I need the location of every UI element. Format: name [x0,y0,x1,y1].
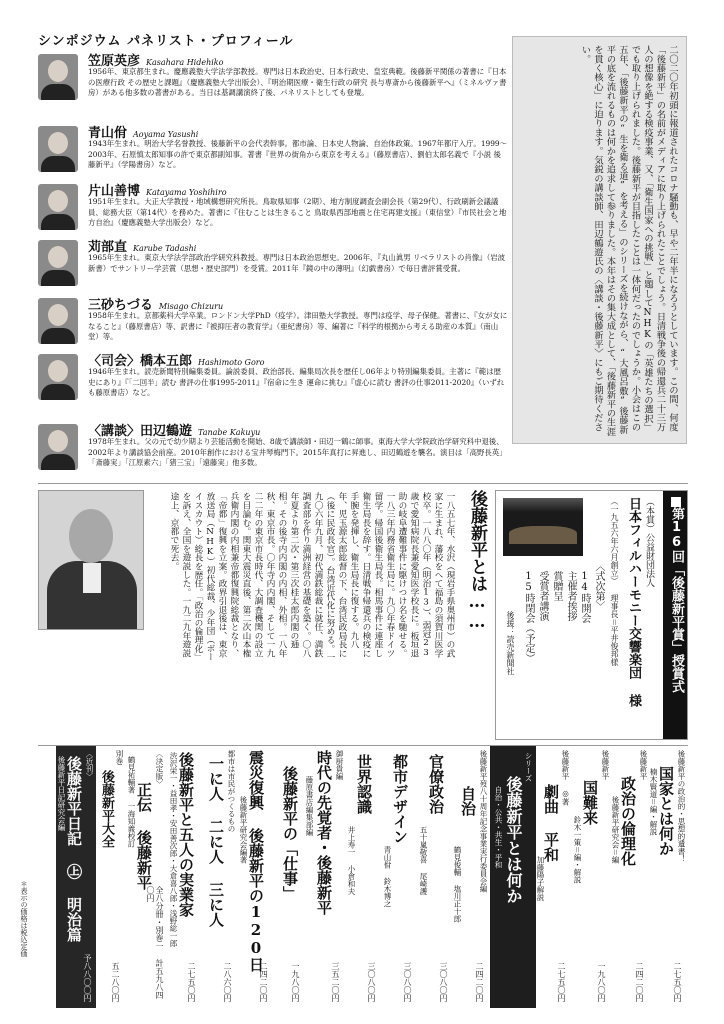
goto-heading: 後藤新平とは…… [467,490,487,632]
program-time-open: 14時開会 [579,571,590,623]
goto-bio: 一八五七年、水沢（現岩手県奥州市）の武家に生まれ、藩校をへて福島の須賀川医学校卒。一八八〇年（明治13）、弱冠23歳で愛知病院長兼愛知医学校長に。板垣退助の岐阜遭難事件に駆けつけ名を馳せる。一八三年内務省衛生局に。九〇年春ドイツ留学。帰国後衛生局長。相馬事件に連座し衛生局長を辞す。日清戦争帰還兵の検疫に手腕を発揮し、衛生局長に復する。九八年、児玉源太郎総督の下、台湾民政局長に（後に民政長官）。台湾近代化に努める。一九〇六年九月、初代満鉄総裁に就任、満鉄調査部を作り満洲経営の基礎を築く。〇八年夏より第二次・第三次桂太郎内閣の逓相。その後寺内内閣の内相、外相。一八年秋、東京市長。〇年寺内内閣、そして一九二二年の東京市長時代、大調査機関の設立を目論む。関東大震災直後、第二次山本権兵衛内閣の内相兼帝都復興院総裁となり、「帝都」復興を立案。政界引退後は、東京放送局（NHK）初代総裁、少年団（ボーイスカウト）総長を歴任。「政治の倫理化」を訴え、全国を遊説した。一九二九年遊説途上、京都で死去。 [169,492,455,662]
panelist-bio: 1965年生まれ。東京大学法学部政治学研究科教授。専門は日本政治思想史。2006年、『丸山眞男 リベラリストの肖像』（岩波新書）でサントリー学芸賞（思想・歴史部門）を受賞。2011年『鏡の中の薄明』（幻戯書房）で毎日書評賞受賞。 [88,253,506,273]
book-item: 〈決定版〉 正伝 後藤新平 鶴見祐輔著 一海知義校訂 全八分冊・別巻一 計五九八四〇円 [127,750,164,999]
essay-text: 二〇二〇年初頭に報道されたコロナ騒動も、早や二年半になろうとしています。この間、何度「後藤新平」の名前がメディアに取り上げられたことでしょう。日清戦争後の帰還兵二十三万人の想像を絶する検疫事業、又、「衛生国家への挑戦」と題してNHKの「英雄たちの選択」でも取り上げられました。後藤新平が目指したことは一体何だったのでしょうか。小会はこの五年、「後藤新平の“生を衛る道”を考える」のシリーズを続けながら、“大風呂敷”後藤新平の底を流れるものは何かを追求して参りました。本年はその集大成として、「後藤新平の生涯を貫く核心」に迫ります。気鋭の講談師、田辺鶴遊氏の〈講談・後藤新平〉にもご期待ください。 [579,45,678,436]
book-item: 後藤新平 政治の倫理化 後藤新平研究会＝編 二四二〇円 [611,750,648,1002]
series-band: シリーズ 後藤新平とは何か 自治・公共・共生・平和 [490,746,536,1008]
panelist-name: 片山善博 [88,184,141,199]
book-item: 都市は市民がつくるもの 一に人 二に人 三に人 二八六〇円 [207,750,236,1002]
book-item: 官僚政治 五十嵐敬喜 尾崎護 三〇八〇円 [419,754,448,1002]
award-support: 後援：読売新聞社 [506,611,515,675]
panelist-photo [38,354,78,400]
divider [38,483,688,484]
panelist-name: 三砂ちづる [88,298,153,313]
book-item: 後藤新平と五人の実業家 渋沢栄一・益田孝・安田善次郎・大倉喜八郎・浅野総一郎 二七五〇円 [169,752,196,1002]
panelist-name: 苅部直 [88,240,128,255]
book-item: 後藤新平歿八十周年記念事業実行委員会編 自治 鶴見俊輔 塩川正十郎 二四二〇円 [453,750,488,1002]
panelist-name: 〈司会〉橋本五郎 [88,354,193,369]
book-item: 後藤新平の政治的・思想的遺書！ 国家とは何か 楠木賢道＝編・解説 二七五〇円 [649,750,686,1002]
panelist-name: 笠原英彦 [88,54,141,69]
book-item: 御厨貴編 時代の先覚者・後藤新平 藤原書店編集部編 三五二〇円 [305,750,344,1002]
panelist-roman: Tanabe Kakuyu [198,428,261,437]
program-item: 受賞者講演 [537,571,548,621]
book-list [38,745,688,1007]
square-icon [671,497,681,507]
panelist-roman: Katayama Yoshihiro [146,188,227,197]
panelist [38,122,508,177]
book-item: 震災復興 後藤新平の120日 後藤新平研究会編著 二四二〇円 [239,750,268,1002]
panelist-bio: 1951年生まれ。大正大学教授・地域構想研究所長。鳥取県知事（2期）、地方制度調査会副会長（第29代）、行政刷新会議議員、総務大臣（第14代）を務めた。著書に『住むことは生きること 鳥取県西部地震と住宅再建支援』（東信堂）『市民社会と地方自治』（慶應義塾大学出版会）など。 [88,197,507,227]
essay-box [512,36,687,444]
panelist-bio: 1943年生まれ。明治大学名誉教授、後藤新平の会代表幹事。都市論、日本史人物論、自治体政策。1967年都庁入庁。1999～2003年、石原慎太郎知事の許で東京都副知事。著書『世界の街角から東京を考える』（藤原書店）、劉伯太郎名義で『小説 後藤新平』（学陽書房）など。 [88,139,508,169]
book-item: 後藤新平の「仕事」 一九八〇円 [281,766,300,1002]
program-item: 賞贈呈 [551,571,562,601]
award-org-label: （本賞）公益財団法人 [644,497,654,587]
book-item: 後藤新平 国難来 鈴木一策＝編・解説 一九八〇円 [573,750,610,1002]
panelist-roman: Misago Chizuru [158,302,224,311]
panelist-photo [38,424,78,470]
award-org-name: 日本フィルハーモニー交響楽団 様 [626,497,641,707]
book-item: 後藤新平 ◎著 劇曲 平和 加藤陽子解説 二七五〇円 [536,750,570,1002]
book-item: 都市デザイン 青山佾 鈴木博之 三〇八〇円 [383,754,412,1002]
panelist-bio: 1956年、東京都生まれ。慶應義塾大学法学部教授。専門は日本政治史、日本行政史、皇室典範。後藤新平関係の著書に『日本の医療行政 その歴史と課題』（慶應義塾大学出版会）、『明治期医療・衛生行政の研究 長与専斎から後藤新平へ』（ミネルヴァ書房）がある他多数の著書がある。当日は基調講演終了後、パネリストとしても登壇。 [88,67,507,97]
award-band: 第16回「後藤新平賞」授賞式 [663,491,687,739]
panelist [38,180,508,235]
panelist-roman: Karube Tadashi [133,244,197,253]
program-item: 主催者挨拶 [565,571,576,621]
book-item: 別巻 後藤新平大全 五二八〇円 [99,750,124,1002]
panelist [38,420,508,475]
panelist [38,294,508,349]
book-item: 〈近刊〉 後藤新平日記 ㊤ 明治篇 後藤新平日記研究会編 予八八〇〇円 [56,746,96,1008]
panelist [38,236,508,291]
section-title: シンポジウム パネリスト・プロフィール [38,34,294,49]
panelist-photo [38,126,78,172]
book-item: 世界認識 井上寿一 小倉和夫 三〇八〇円 [347,754,376,1002]
panelist-bio: 1958年生まれ。京都薬科大学卒業。ロンドン大学PhD（疫学）。津田塾大学教授。専門は疫学、母子保健。著書に、『女が女になること』（藤原書店）等、訳書に『被抑圧者の教育学』（亜紀書房）等、編著に『科学的根拠から考える助産の本質』（南山堂）等。 [88,311,508,341]
panelist-photo [38,54,78,100]
panelist-photo [38,184,78,230]
panelist [38,350,508,410]
panelist-roman: Hashimoto Goro [198,358,265,367]
award-org-note: （一九五六年六月創立） 理事長＝平井俊邦様 [610,497,619,666]
panelist-name: 〈講談〉田辺鶴遊 [88,424,193,439]
program-time-close: 15時閉会（予定） [523,571,534,663]
program-label: 〈式次第〉 [593,561,604,611]
panelist-bio: 1978年生まれ。父の元で幼少期より芸能活動を開始、8歳で講談師・田辺一鶴に師事。東海大学大学院政治学研究科中退後、2002年より講談協会前座。2010年創作における宝井琴梅門下。2015年真打に昇進し、田辺鶴遊を襲名。演目は「高野長英」「斎藤実」「江原素六」「猪三宝」「遠藤実」他多数。 [88,437,507,467]
goto-portrait [38,490,144,630]
panelist-roman: Aoyama Yasushi [133,130,199,139]
panelist-bio: 1946年生まれ。読売新聞特別編集委員。論説委員、政治部長、編集局次長を歴任し06年より特別編集委員。主著に『範は歴史にあり』『「二回半」読む 書評の仕事1995-2011』『宿命に生き 運命に挑む』『虚心に読む 書評の仕事2011-2020』（いずれも藤原書店）など。 [88,367,505,397]
panelist-photo [38,298,78,344]
panelist-roman: Kasahara Hidehiko [146,58,224,67]
price-note: ＊表示の価格は税込定価 [20,880,28,957]
concert-photo [503,498,583,556]
panelist-name: 青山佾 [88,126,128,141]
panelist-photo [38,240,78,286]
panelist [38,50,508,110]
